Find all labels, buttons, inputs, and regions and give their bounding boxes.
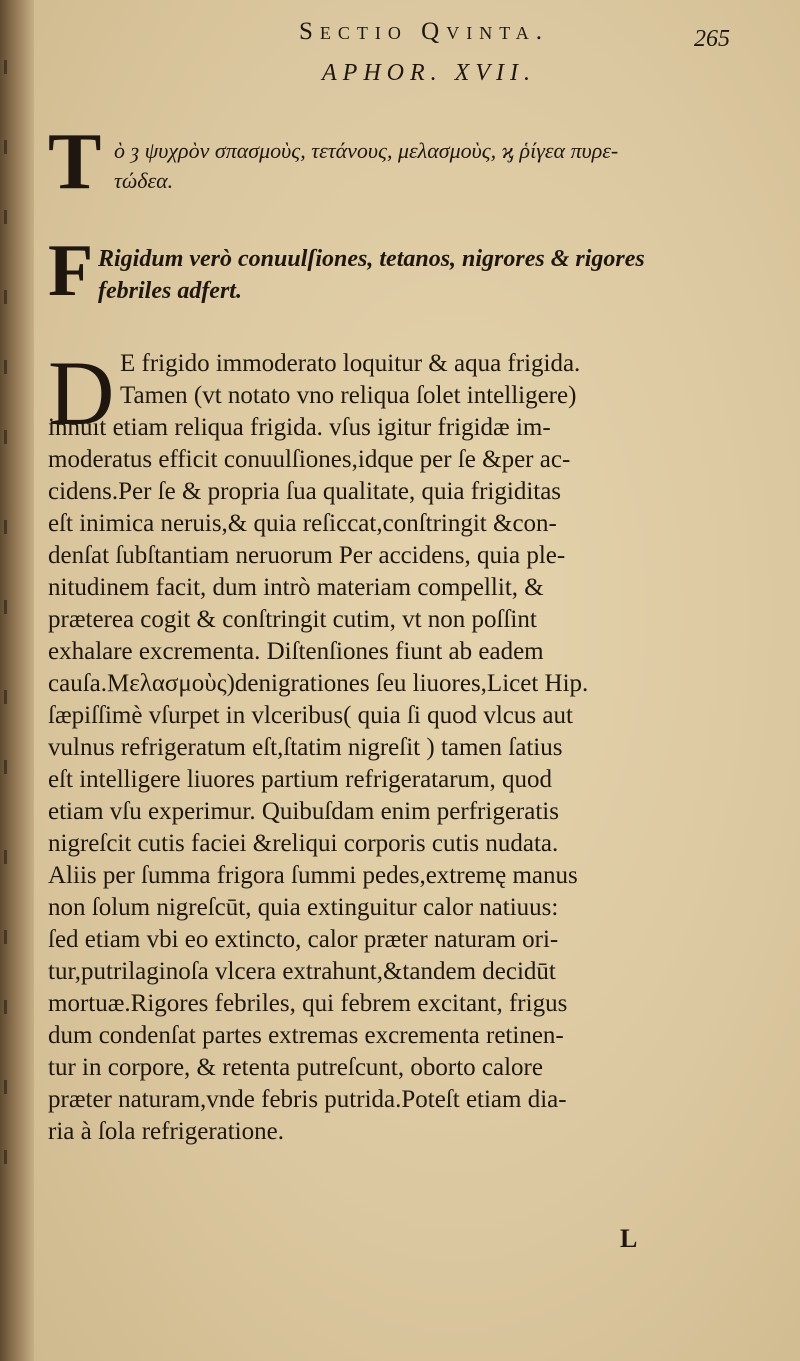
- commentary-line: exhalare excrementa. Diſtenſiones fiunt ab eadem: [48, 638, 544, 665]
- latin-line: Rigidum verò conuulſiones, tetanos, nigrores & rigores: [98, 246, 645, 272]
- commentary-line: nigreſcit cutis faciei &reliqui corporis cutis nudata.: [48, 830, 559, 857]
- greek-aphorism: [48, 118, 768, 208]
- commentary-line: tur,putrilaginoſa vlcera extrahunt,&tandem decidūt: [48, 958, 556, 985]
- commentary-line: ſed etiam vbi eo extincto, calor præter naturam ori-: [48, 926, 559, 953]
- commentary-line: cidens.Per ſe & propria ſua qualitate, quia frigiditas: [48, 478, 562, 505]
- commentary-line: innuit etiam reliqua frigida. vſus igitur frigidæ im-: [48, 414, 551, 441]
- catchword: L: [620, 1224, 638, 1253]
- running-head: Sectio Qvinta.: [299, 18, 549, 45]
- greek-line: ὸ ȝ ψυχρὸν σπασμοὺς, τετάνους, μελασμοὺς, ϗ ῥίγεα πυρε-: [114, 138, 619, 163]
- greek-drop-initial: T: [48, 118, 102, 206]
- commentary-line: etiam vſu experimur. Quibuſdam enim perfrigeratis: [48, 798, 559, 825]
- book-gutter: [0, 0, 34, 1361]
- page-number: 265: [694, 26, 730, 52]
- commentary-line: præter naturam,vnde febris putrida.Poteſt etiam dia-: [48, 1086, 567, 1113]
- commentary-line: dum condenſat partes extremas excrementa retinen-: [48, 1022, 564, 1049]
- book-page: [34, 0, 800, 1361]
- commentary-line: nitudinem facit, dum intrò materiam compellit, &: [48, 574, 544, 601]
- latin-line: febriles adfert.: [98, 278, 242, 304]
- commentary-line: tur in corpore, & retenta putreſcunt, oborto calore: [48, 1054, 543, 1081]
- latin-drop-initial: F: [48, 230, 94, 312]
- commentary-line: Tamen (vt notato vno reliqua ſolet intelligere): [120, 382, 577, 409]
- commentary-line: præterea cogit & conſtringit cutim, vt non poſſint: [48, 606, 537, 633]
- commentary-line: ſæpiſſimè vſurpet in vlceribus( quia ſi quod vlcus aut: [48, 702, 573, 729]
- commentary-drop-initial: D: [48, 342, 115, 444]
- commentary-line: cauſa.Μελασμοὺς)denigrationes ſeu liuores,Licet Hip.: [48, 670, 589, 697]
- aphorism-heading: APHOR. XVII.: [322, 60, 536, 86]
- latin-translation: [48, 230, 768, 318]
- commentary-line: ria à ſola refrigeratione.: [48, 1118, 284, 1145]
- commentary-line: eſt intelligere liuores partium refrigeratarum, quod: [48, 766, 552, 793]
- commentary-line: eſt inimica neruis,& quia reſiccat,conſtringit &con-: [48, 510, 557, 537]
- commentary-line: E frigido immoderato loquitur & aqua frigida.: [120, 350, 581, 377]
- commentary-line: Aliis per ſumma frigora ſummi pedes,extremę manus: [48, 862, 578, 889]
- commentary-line: denſat ſubſtantiam neruorum Per accidens, quia ple-: [48, 542, 566, 569]
- commentary-line: vulnus refrigeratum eſt,ſtatim nigreſit ) tamen ſatius: [48, 734, 563, 761]
- commentary-line: mortuæ.Rigores febriles, qui febrem excitant, frigus: [48, 990, 568, 1017]
- commentary-line: non ſolum nigreſcūt, quia extinguitur calor natiuus:: [48, 894, 559, 921]
- commentary-line: moderatus efficit conuulſiones,idque per ſe &per ac-: [48, 446, 571, 473]
- greek-line: τώδεα.: [114, 168, 174, 193]
